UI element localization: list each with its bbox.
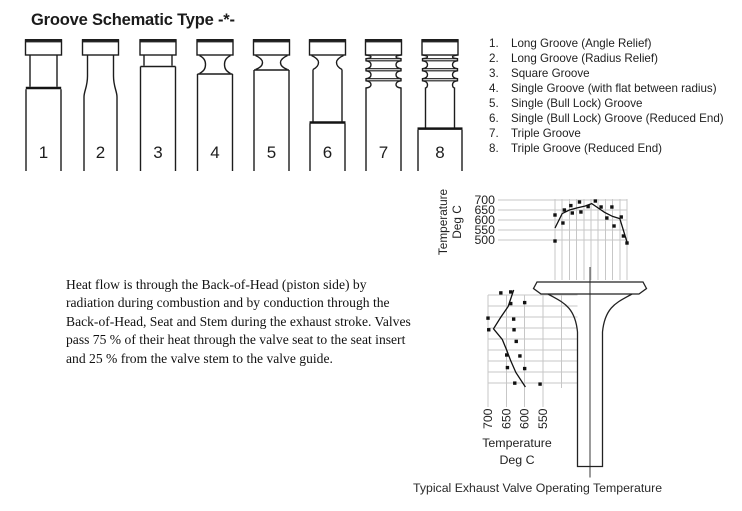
groove-type-item bbox=[489, 36, 724, 51]
valve-schematic-2 bbox=[82, 39, 119, 171]
groove-type-item bbox=[489, 66, 724, 81]
stem-temperature-points bbox=[486, 290, 541, 386]
item-number: 5. bbox=[489, 97, 499, 110]
head-chart-y-axis-label-2: Deg C bbox=[450, 205, 464, 239]
svg-text:500: 500 bbox=[474, 233, 495, 247]
stem-chart-tick-labels bbox=[481, 408, 550, 429]
groove-type-item bbox=[489, 126, 724, 141]
stem-chart-grid bbox=[488, 295, 578, 407]
svg-text:700: 700 bbox=[474, 193, 495, 207]
stem-chart-x-axis-label-2: Deg C bbox=[499, 453, 535, 467]
valve-number: 2 bbox=[95, 143, 106, 162]
valve-number: 6 bbox=[322, 143, 333, 162]
head-chart-grid bbox=[498, 199, 627, 280]
groove-type-item bbox=[489, 81, 724, 96]
valve-schematic-6 bbox=[309, 39, 346, 171]
item-number: 1. bbox=[489, 37, 499, 50]
svg-text:550: 550 bbox=[536, 408, 550, 429]
groove-type-item bbox=[489, 51, 724, 66]
item-number: 3. bbox=[489, 67, 499, 80]
valve-number: 3 bbox=[153, 143, 163, 162]
item-label: Triple Groove (Reduced End) bbox=[511, 142, 663, 155]
groove-type-legend bbox=[489, 36, 724, 156]
valve-schematic-5 bbox=[253, 39, 290, 171]
svg-text:600: 600 bbox=[517, 408, 532, 429]
item-label: Triple Groove bbox=[511, 127, 581, 140]
diagram-caption: Typical Exhaust Valve Operating Temperature bbox=[413, 481, 663, 495]
item-number: 2. bbox=[489, 52, 499, 65]
svg-text:550: 550 bbox=[474, 223, 495, 237]
item-label: Single (Bull Lock) Groove (Reduced End) bbox=[511, 112, 724, 125]
valve-schematic-4 bbox=[197, 39, 234, 171]
svg-text:650: 650 bbox=[499, 408, 514, 429]
valve-schematic-1 bbox=[25, 39, 62, 171]
valve-number: 1 bbox=[38, 143, 49, 162]
valve-number: 8 bbox=[435, 143, 445, 162]
valve-schematic-3 bbox=[140, 39, 177, 171]
svg-text:700: 700 bbox=[481, 408, 495, 429]
groove-type-item bbox=[489, 141, 724, 156]
page-title: Groove Schematic Type -*- bbox=[31, 11, 235, 29]
item-label: Long Groove (Angle Relief) bbox=[511, 37, 652, 50]
item-label: Single Groove (with flat between radius) bbox=[511, 82, 717, 95]
groove-type-item bbox=[489, 96, 724, 111]
valve-schematic-8 bbox=[418, 39, 463, 171]
svg-text:600: 600 bbox=[474, 213, 495, 227]
valve-number: 5 bbox=[266, 143, 277, 162]
stem-chart-x-axis-label: Temperature bbox=[482, 436, 552, 450]
svg-text:650: 650 bbox=[474, 203, 495, 217]
item-label: Square Groove bbox=[511, 67, 590, 80]
item-number: 4. bbox=[489, 82, 499, 95]
valve-number: 7 bbox=[378, 143, 389, 162]
item-label: Single (Bull Lock) Groove bbox=[511, 97, 643, 110]
item-number: 7. bbox=[489, 127, 499, 140]
head-chart-y-axis-label: Temperature bbox=[436, 188, 450, 256]
item-number: 6. bbox=[489, 112, 499, 125]
valve-temperature-diagram bbox=[413, 188, 662, 495]
valve-groove-schematics bbox=[25, 39, 463, 171]
item-label: Long Groove (Radius Relief) bbox=[511, 52, 658, 65]
item-number: 8. bbox=[489, 142, 499, 155]
head-chart-tick-labels bbox=[474, 193, 495, 247]
heat-flow-paragraph: Heat flow is through the Back-of-Head (piston side) by radiation during combustion and by conduction through the Back-of-Head, Seat and Stem during the exhaust stroke. Valves pass 75 % of their heat through the valve seat to the seat insert and 25 % from the valve stem to the valve guide. bbox=[66, 276, 411, 366]
groove-type-item bbox=[489, 111, 724, 126]
valve-schematic-7 bbox=[365, 39, 402, 171]
valve-number: 4 bbox=[210, 143, 220, 162]
